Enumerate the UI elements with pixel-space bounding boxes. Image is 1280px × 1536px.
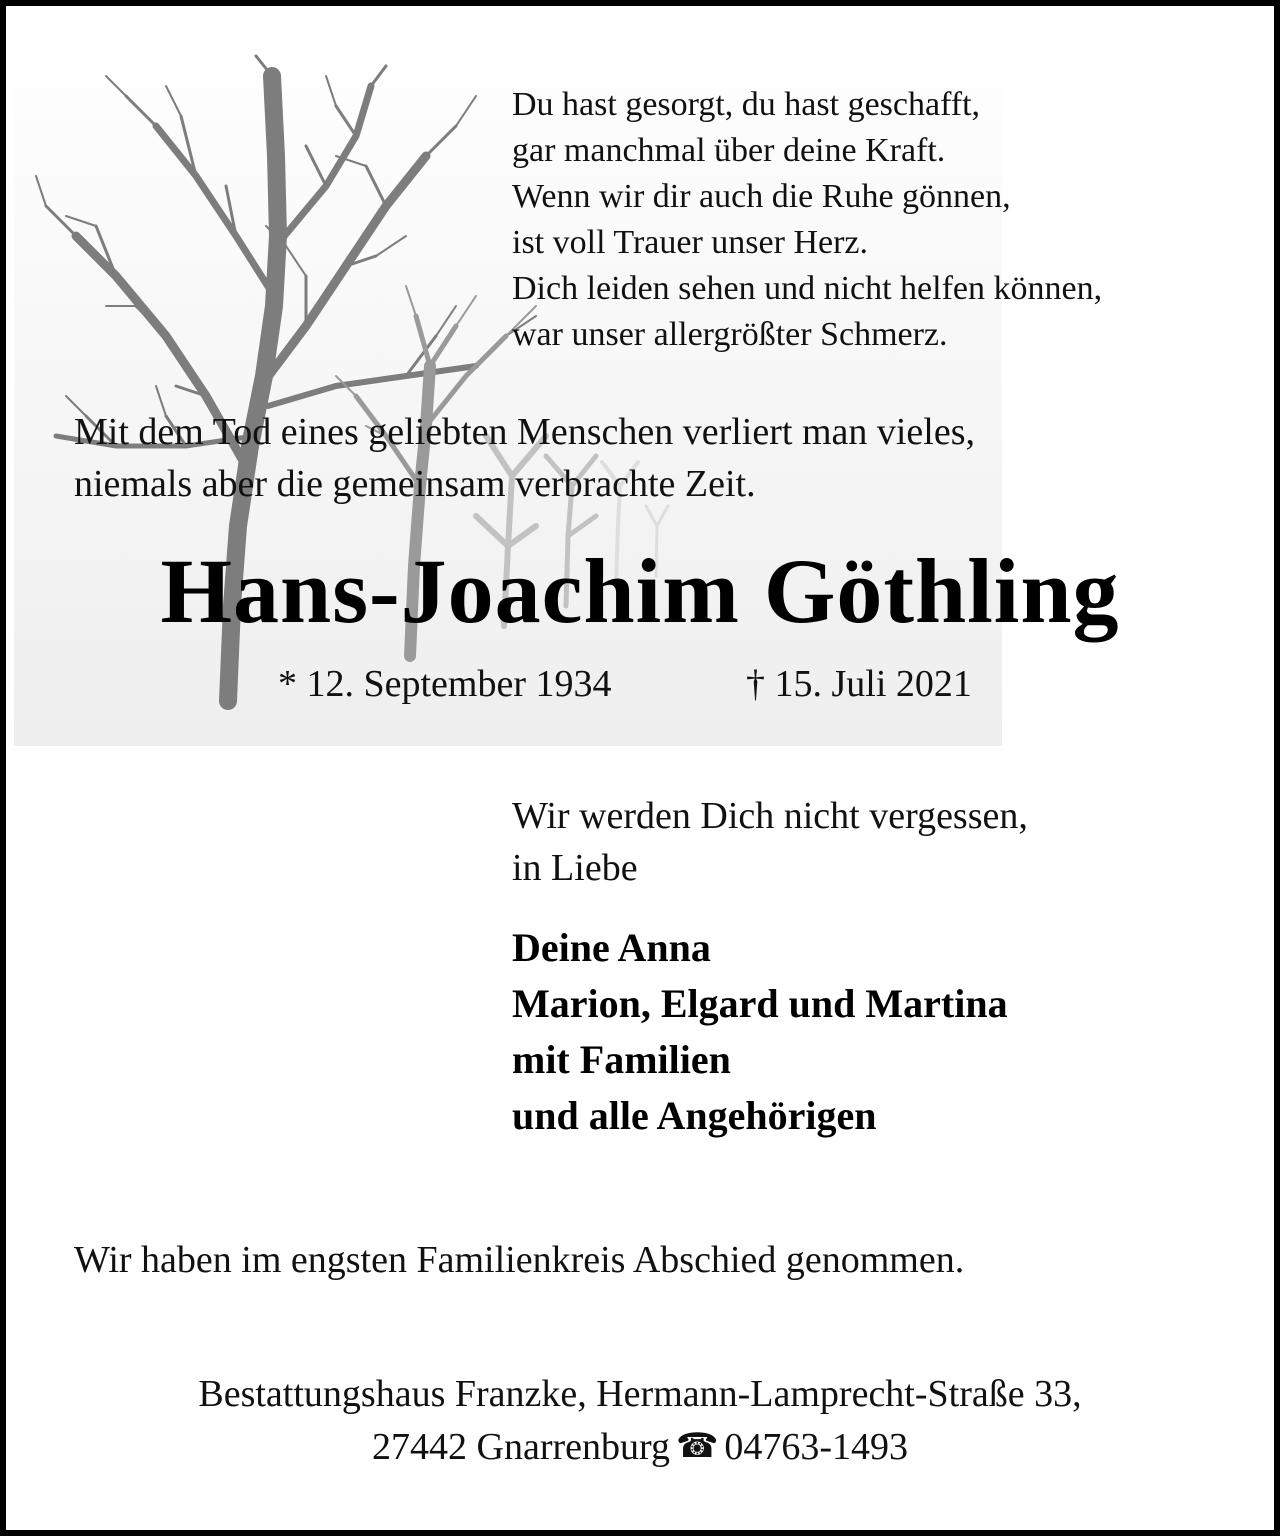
birth-date: * 12. September 1934 — [278, 663, 612, 705]
quote-line: niemals aber die gemeinsam verbrachte Zeit. — [74, 463, 756, 505]
farewell-message — [512, 790, 1028, 894]
telephone-icon: ☎ — [675, 1426, 719, 1466]
mourner-line: Deine Anna — [512, 925, 711, 970]
poem-line: ist voll Trauer unser Herz. — [512, 224, 869, 261]
mourner-line: und alle Angehörigen — [512, 1093, 877, 1138]
farewell-line: Wir werden Dich nicht vergessen, — [512, 795, 1028, 837]
mourners-list — [512, 920, 1008, 1144]
quote — [74, 406, 975, 510]
poem-line: Wenn wir dir auch die Ruhe gönnen, — [512, 178, 1011, 215]
poem — [512, 82, 1102, 358]
funeral-home-address: Bestattungshaus Franzke, Hermann-Lamprecht-Straße 33, — [198, 1373, 1082, 1415]
poem-line: Du hast gesorgt, du hast geschafft, — [512, 86, 981, 123]
funeral-home-info — [6, 1368, 1274, 1473]
funeral-home-phone: 04763-1493 — [724, 1426, 908, 1468]
poem-line: Dich leiden sehen und nicht helfen können, — [512, 270, 1103, 307]
poem-line: war unser allergrößter Schmerz. — [512, 316, 948, 353]
farewell-notice: Wir haben im engsten Familienkreis Abschied genommen. — [74, 1239, 965, 1281]
mourner-line: mit Familien — [512, 1037, 731, 1082]
deceased-name: Hans-Joachim Göthling — [160, 540, 1120, 642]
poem-line: gar manchmal über deine Kraft. — [512, 132, 946, 169]
funeral-home-city: 27442 Gnarrenburg — [372, 1426, 670, 1468]
quote-line: Mit dem Tod eines geliebten Menschen verliert man vieles, — [74, 411, 975, 453]
death-date: † 15. Juli 2021 — [746, 663, 972, 705]
funeral-home-contact — [6, 1420, 1274, 1473]
farewell-line: in Liebe — [512, 847, 638, 889]
mourner-line: Marion, Elgard und Martina — [512, 981, 1008, 1026]
